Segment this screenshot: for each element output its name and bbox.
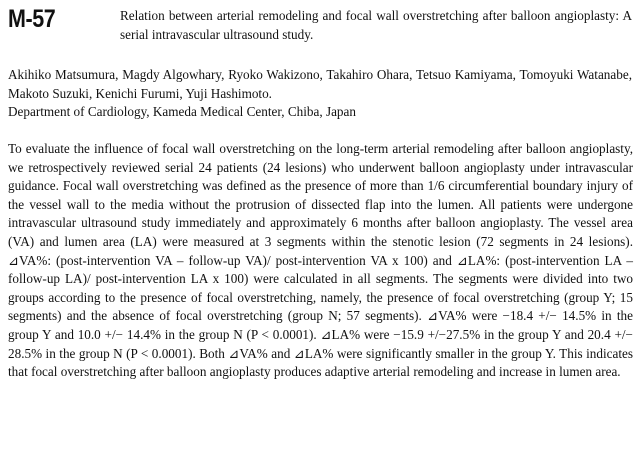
abstract-number: M-57 xyxy=(8,5,56,33)
affiliation: Department of Cardiology, Kameda Medical Center, Chiba, Japan xyxy=(8,104,356,119)
abstract-title: Relation between arterial remodeling and focal wall overstretching after balloon angioplasty: A serial intravascular ultrasound study. xyxy=(120,8,632,42)
author-list: Akihiko Matsumura, Magdy Algowhary, Ryoko Wakizono, Takahiro Ohara, Tetsuo Kamiyama, Tomoyuki Watanabe, Makoto Suzuki, Kenichi Furumi, Yuji Hashimoto. xyxy=(8,67,632,101)
abstract-body: To evaluate the influence of focal wall overstretching on the long-term arterial remodeling after balloon angioplasty, we retrospectively reviewed serial 24 patients (24 lesions) who underwent balloon angioplasty under intravascular guidance. Focal wall overstretching was defined as the presence of more than 1/6 circumferential boundary injury of the vessel wall to the media without the protrusion of dissected flap into the lumen. All patients were undergone intravascular ultrasound study immediately and approximately 6 months after balloon angioplasty. The vessel area (VA) and lumen area (LA) were measured at 3 segments within the stenotic lesion (72 segments in 24 lesions). ⊿VA%: (post-intervention VA – follow-up VA)/ post-intervention VA x 100) and ⊿LA%: (post-intervention LA – follow-up LA)/ post-intervention LA x 100) were calculated in all segments. The segments were divided into two groups according to the presence of focal overstretching, namely, the presence of focal overstretching (group Y; 15 segments) and the absence of focal overstretching (group N; 57 segments). ⊿VA% were −18.4 +/− 14.5% in the group Y and 10.0 +/− 14.4% in the group N (P < 0.0001). ⊿LA% were −15.9 +/−27.5% in the group Y and 20.4 +/− 28.5% in the group N (P < 0.0001). Both ⊿VA% and ⊿LA% were significantly smaller in the group Y. This indicates that focal overstretching after balloon angioplasty produces adaptive arterial remodeling and increase in lumen area. xyxy=(8,141,633,380)
